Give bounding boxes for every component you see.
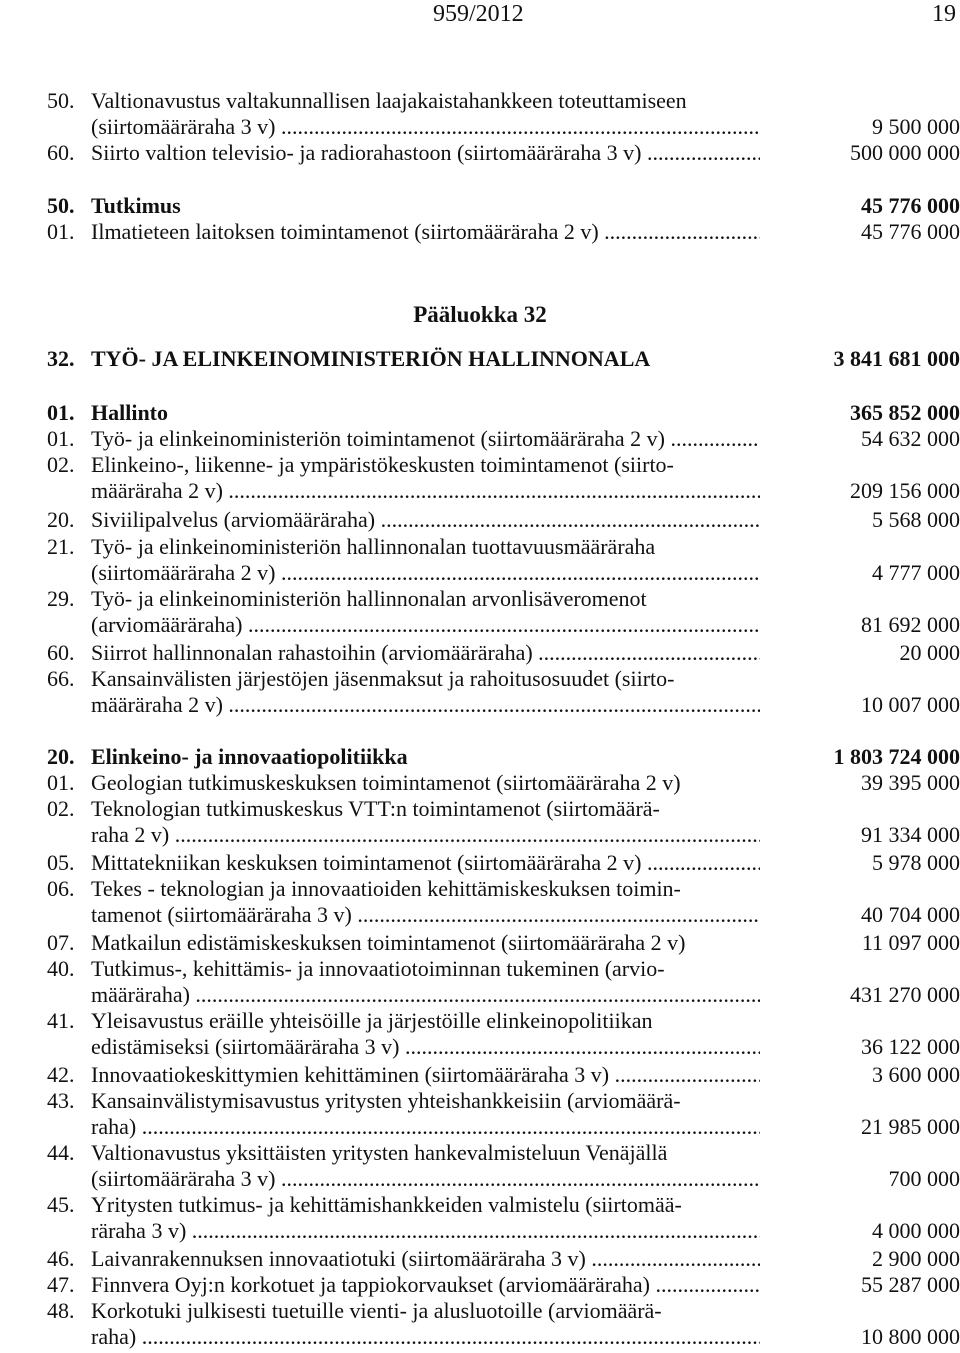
item-number: 48. [47,1298,75,1323]
publication-number: 959/2012 [433,1,524,27]
item-description: Innovaatiokeskittymien kehittäminen (siirtomääräraha 3 v) ..... [91,1062,760,1088]
item-description: tamenot (siirtomääräraha 3 v) ..... [91,902,760,928]
budget-line [0,1140,960,1166]
item-description: Tekes - teknologian ja innovaatioiden kehittämiskeskuksen toimin- [91,876,681,901]
item-amount: 20 000 [899,640,960,665]
item-description: Tutkimus [91,193,181,218]
budget-line [0,796,960,822]
budget-line [0,1218,960,1244]
item-number: 66. [47,666,75,691]
item-description: Finnvera Oyj:n korkotuet ja tappiokorvaukset (arviomääräraha) ..... [91,1272,760,1298]
item-description: (arviomääräraha) ..... [91,612,760,638]
budget-line [0,1088,960,1114]
item-number: 02. [47,796,75,821]
item-amount: 21 985 000 [861,1114,960,1139]
item-amount: 5 978 000 [872,850,960,875]
item-amount: 500 000 000 [850,140,960,165]
item-description: Elinkeino- ja innovaatiopolitiikka [91,744,408,769]
budget-line [0,1272,960,1298]
item-number: 41. [47,1008,75,1033]
item-description: Yleisavustus eräille yhteisöille ja järjestöille elinkeinopolitiikan [91,1008,653,1033]
budget-line [0,850,960,876]
item-number: 06. [47,876,75,901]
page-header [0,0,960,30]
item-amount: 2 900 000 [872,1246,960,1271]
item-description: raha) ..... [91,1324,760,1350]
item-amount: 36 122 000 [861,1034,960,1059]
budget-line [0,1298,960,1324]
budget-line [0,1324,960,1350]
section-heading [0,744,960,770]
item-description: Siirto valtion televisio- ja radiorahastoon (siirtomääräraha 3 v) ..... [91,140,760,166]
budget-line [0,612,960,638]
item-number: 20. [47,507,75,532]
budget-line [0,586,960,612]
item-amount: 431 270 000 [850,982,960,1007]
item-number: 50. [47,88,75,113]
budget-line [0,140,960,166]
budget-line [0,219,960,245]
budget-line [0,876,960,902]
item-number: 01. [47,219,75,244]
item-amount: 54 632 000 [861,426,960,451]
item-description: TYÖ- JA ELINKEINOMINISTERIÖN HALLINNONALA [91,346,651,371]
item-number: 50. [47,193,75,218]
item-number: 32. [47,346,75,371]
item-amount: 1 803 724 000 [833,744,960,769]
budget-line [0,640,960,666]
item-description: Teknologian tutkimuskeskus VTT:n toimintamenot (siirtomäärä- [91,796,660,821]
item-description: Laivanrakennuksen innovaatiotuki (siirtomääräraha 3 v) ..... [91,1246,760,1272]
item-amount: 45 776 000 [861,193,960,218]
item-number: 01. [47,400,75,425]
budget-line [0,1246,960,1272]
budget-line [0,478,960,504]
budget-line [0,452,960,478]
section-heading [0,346,960,372]
budget-line [0,1192,960,1218]
budget-line [0,956,960,982]
budget-line [0,1166,960,1192]
item-description: Valtionavustus yksittäisten yritysten hankevalmisteluun Venäjällä [91,1140,668,1165]
budget-line [0,560,960,586]
item-number: 47. [47,1272,75,1297]
item-description: Siviilipalvelus (arviomääräraha) ..... [91,507,760,533]
item-amount: 55 287 000 [861,1272,960,1297]
budget-line [0,114,960,140]
item-number: 60. [47,640,75,665]
budget-line [0,534,960,560]
item-number: 45. [47,1192,75,1217]
budget-line [0,426,960,452]
item-number: 21. [47,534,75,559]
item-number: 44. [47,1140,75,1165]
item-amount: 5 568 000 [872,507,960,532]
item-amount: 209 156 000 [850,478,960,503]
item-amount: 11 097 000 [861,930,960,955]
item-amount: 81 692 000 [861,612,960,637]
budget-line [0,770,960,796]
item-description: Työ- ja elinkeinoministeriön hallinnonalan tuottavuusmääräraha [91,534,656,559]
page-number: 19 [932,1,956,27]
item-description: Työ- ja elinkeinoministeriön hallinnonalan arvonlisäveromenot [91,586,647,611]
item-description: Ilmatieteen laitoksen toimintamenot (siirtomääräraha 2 v) ..... [91,219,760,245]
item-description: Kansainvälistymisavustus yritysten yhteishankkeisiin (arviomäärä- [91,1088,681,1113]
item-description: Hallinto [91,400,169,425]
budget-line [0,902,960,928]
item-number: 40. [47,956,75,981]
item-number: 60. [47,140,75,165]
item-description: räraha 3 v) ..... [91,1218,760,1244]
item-number: 01. [47,426,75,451]
item-amount: 3 600 000 [872,1062,960,1087]
budget-line [0,88,960,114]
item-amount: 700 000 [888,1166,960,1191]
item-description: määräraha 2 v) ..... [91,692,760,718]
item-amount: 45 776 000 [861,219,960,244]
item-number: 07. [47,930,75,955]
item-amount: 4 777 000 [872,560,960,585]
item-number: 05. [47,850,75,875]
item-number: 43. [47,1088,75,1113]
item-description: (siirtomääräraha 2 v) ..... [91,560,760,586]
item-number: 01. [47,770,75,795]
item-amount: 10 800 000 [861,1324,960,1349]
item-description: määräraha) ..... [91,982,760,1008]
section-heading [0,193,960,219]
budget-line [0,1034,960,1060]
section-heading [0,400,960,426]
item-description: Matkailun edistämiskeskuksen toimintamenot (siirtomääräraha 2 v) [91,930,686,955]
item-amount: 39 395 000 [861,770,960,795]
item-description: Mittatekniikan keskuksen toimintamenot (siirtomääräraha 2 v) ..... [91,850,760,876]
budget-line [0,666,960,692]
budget-line [0,1062,960,1088]
item-number: 46. [47,1246,75,1271]
item-amount: 365 852 000 [850,400,960,425]
item-description: raha) ..... [91,1114,760,1140]
item-description: (siirtomääräraha 3 v) ..... [91,114,760,140]
item-description: raha 2 v) ..... [91,822,760,848]
item-description: Siirrot hallinnonalan rahastoihin (arviomääräraha) ..... [91,640,760,666]
item-description: edistämiseksi (siirtomääräraha 3 v) ..... [91,1034,760,1060]
budget-line [0,982,960,1008]
budget-line [0,692,960,718]
item-amount: 91 334 000 [861,822,960,847]
item-description: Yritysten tutkimus- ja kehittämishankkeiden valmistelu (siirtomää- [91,1192,682,1217]
budget-line [0,822,960,848]
item-description: Työ- ja elinkeinoministeriön toimintamenot (siirtomääräraha 2 v) ..... [91,426,760,452]
budget-line [0,507,960,533]
item-description: Korkotuki julkisesti tuetuille vienti- ja alusluotoille (arviomäärä- [91,1298,662,1323]
budget-line [0,930,960,956]
item-description: Elinkeino-, liikenne- ja ympäristökeskusten toimintamenot (siirto- [91,452,674,477]
item-number: 29. [47,586,75,611]
item-amount: 3 841 681 000 [833,346,960,371]
item-amount: 4 000 000 [872,1218,960,1243]
main-class-title: Pääluokka 32 [413,302,547,327]
item-description: (siirtomääräraha 3 v) ..... [91,1166,760,1192]
item-description: Valtionavustus valtakunnallisen laajakaistahankkeen toteuttamiseen [91,88,687,113]
item-amount: 10 007 000 [861,692,960,717]
item-description: Geologian tutkimuskeskuksen toimintamenot (siirtomääräraha 2 v) [91,770,681,795]
item-number: 02. [47,452,75,477]
item-amount: 9 500 000 [872,114,960,139]
item-description: Kansainvälisten järjestöjen jäsenmaksut ja rahoitusosuudet (siirto- [91,666,675,691]
item-description: määräraha 2 v) ..... [91,478,760,504]
item-number: 42. [47,1062,75,1087]
item-number: 20. [47,744,75,769]
item-amount: 40 704 000 [861,902,960,927]
budget-line [0,1114,960,1140]
budget-line [0,1008,960,1034]
item-description: Tutkimus-, kehittämis- ja innovaatiotoiminnan tukeminen (arvio- [91,956,665,981]
